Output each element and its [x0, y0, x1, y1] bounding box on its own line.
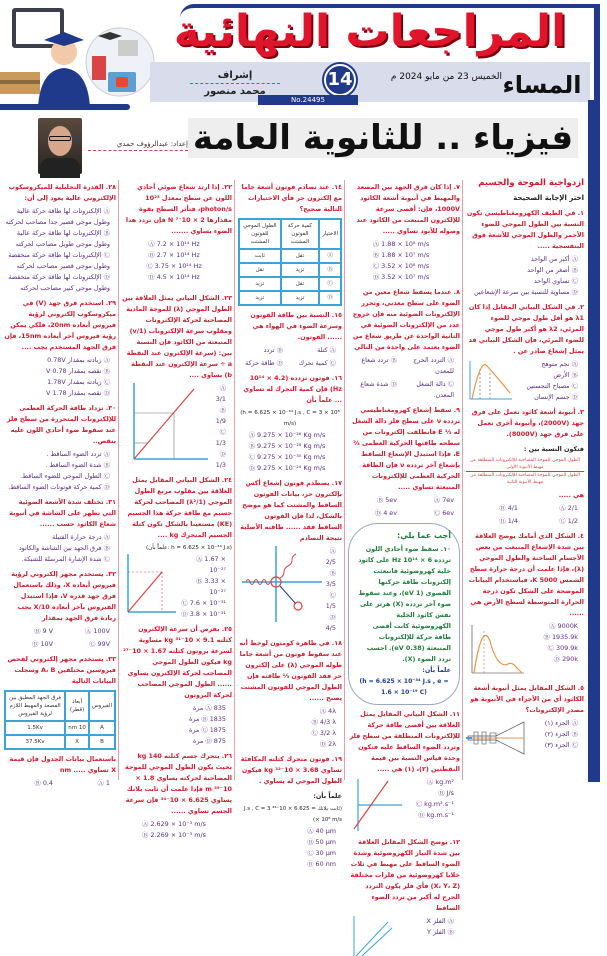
- question-29: ٢٩. استخدم فرق جهد (V) في ميكروسكوب إلكتروني لرؤية فيروس أبعاده 20nm، فلكي يمكن رؤية فيروس آخر أبعاده 15nm، فإن فرق الجهد المستخدم يجب ....: [4, 299, 116, 351]
- question-28: ٢٨. القدرة التحليلية للميكروسكوب الإلكتروني عالية يعود إلى أن:: [8, 183, 116, 202]
- option[interactable]: Ⓐ التردد الحرج للمعدن: [413, 356, 454, 375]
- column-divider: [234, 180, 235, 780]
- option[interactable]: Ⓓ جسم الإنسان: [534, 393, 578, 401]
- table-row[interactable]: [239, 263, 341, 277]
- table-header: فرق الجهد المطبق بين المصعد والمهبط اللازم لرؤية الفيروس: [5, 691, 65, 721]
- table-cell: تزيد: [239, 291, 281, 305]
- option[interactable]: Ⓒ 30 μm: [307, 849, 336, 857]
- option[interactable]: Ⓑ 9 V: [34, 627, 53, 635]
- option[interactable]: Ⓒ تساوي الواحد: [533, 277, 578, 285]
- option[interactable]: Ⓑ 50 μm: [307, 838, 336, 846]
- question-22: ٢٢. إذا ارتد شعاع ضوئي أحادي اللون عن سطح بمعدل 10²³ photon/s، فتأثر السطح بقوة مقدارها 2 × 10⁻⁷ N فإن تردد هذا الضوء يساوي .......: [125, 183, 232, 235]
- question-15: ١٥. النسبة بين طاقة الفوتون وسرعة الضوء في الهواء هي ...... الفوتون.: [250, 311, 342, 341]
- option[interactable]: Ⓐ أكبر من الواحد: [530, 255, 578, 263]
- question-1: ١. في الطيف الكهرومغناطيسي تكون النسبة بين الطول الموجي للضوء الأحمر والطول الموجي للأشعة فوق البنفسجية .....: [466, 209, 584, 250]
- option[interactable]: Ⓐ درجة حرارة الفتيلة: [52, 533, 110, 541]
- supervision-label: إشراف: [190, 70, 280, 84]
- option[interactable]: Ⓐ 7.2 × 10¹⁴ Hz: [148, 240, 200, 248]
- author-photo: [38, 118, 82, 174]
- newspaper-logo: المساء: [502, 71, 582, 99]
- issue-date: الخميس 23 من مايو 2024 م: [390, 72, 502, 82]
- option[interactable]: Ⓑ 1935.9k: [543, 633, 578, 641]
- table-row: [5, 735, 115, 749]
- constants: (h = 6.625 × 10⁻³⁴ J.s , e = 1.6 × 10⁻¹⁹ C): [359, 678, 449, 696]
- table-cell: ثابت: [239, 249, 281, 263]
- option[interactable]: Ⓐ الجزء (١): [544, 719, 578, 727]
- author-byline: إعداد: عبدالرؤوف حمدي: [88, 140, 188, 151]
- option[interactable]: Ⓒ 3.52 × 10⁸ m/s: [372, 262, 430, 270]
- option[interactable]: Ⓑ 1.88 × 10⁷ m/s: [372, 251, 430, 259]
- table-row[interactable]: [239, 249, 341, 263]
- question-33-tail: باستعمال بيانات الجدول فإن قيمة X تساوي ..... nm: [9, 755, 116, 774]
- page-number: 14: [324, 64, 356, 96]
- virus-data-table: [4, 690, 116, 750]
- instruction: اختر الإجابة الصحيحة: [513, 194, 584, 202]
- option[interactable]: Ⓓ نقصه بمقدار 1.78 V: [45, 389, 110, 397]
- table-cell: Ⓑ: [319, 263, 341, 277]
- question-16: ١٦. فوتون تردده (4.2 × 10¹⁴ Hz) فإن كمية التحرك له تساوي ... علماً بأن: [243, 374, 342, 404]
- crt-tube-figure: [466, 718, 528, 758]
- option[interactable]: Ⓓ شدة شعاع: [360, 380, 397, 388]
- option[interactable]: Ⓐ كتلة: [317, 346, 336, 354]
- table-header: الاختيار: [319, 219, 341, 249]
- table-cell: تزيد: [281, 263, 320, 277]
- table-cell: Ⓒ: [319, 277, 341, 291]
- option[interactable]: Ⓒ شدة الإشارة المرسلة للشبكة.: [21, 555, 110, 563]
- question-9: ٩. سقط إشعاع كهرومغناطيسي تردده ν على سطح فلز دالة الشغل له ⅓ E فانطلقت إلكترونات من سطحه طاقتها الحركية العظمى ⅔ E، فإذا استبدل الإشعاع الساقط بإشعاع آخر تردده ν فإن الطاقة الحركية العظمى للإلكترونات المنبعثة تساوي .....: [352, 406, 460, 491]
- compton-table: [238, 218, 342, 306]
- option[interactable]: Ⓐ 835 مرة: [193, 704, 226, 712]
- option[interactable]: Ⓐ الإلكترونات لها طاقة حركة عالية وطول موجي قصير جدا مصاحب لحركته: [5, 207, 110, 226]
- table-cell: Ⓓ: [319, 291, 341, 305]
- option[interactable]: Ⓑ 1/9: [215, 406, 226, 425]
- radiation-spectrum-figure: [466, 621, 526, 679]
- option[interactable]: Ⓐ 1: [97, 779, 110, 787]
- given-label: علماً بأن:: [422, 666, 451, 674]
- option[interactable]: Ⓒ 1875 مرة: [188, 726, 226, 734]
- column-divider: [344, 180, 345, 780]
- option[interactable]: Ⓑ فرق الجهد بين الشاشة والكاثود: [18, 544, 110, 552]
- option[interactable]: Ⓓ 10V: [32, 640, 53, 648]
- table-cell: B: [89, 735, 115, 749]
- option[interactable]: Ⓒ 1/3: [215, 428, 226, 447]
- article-header: [38, 118, 578, 174]
- option[interactable]: Ⓑ نقصه بمقدار 0.78 V: [45, 367, 110, 375]
- option[interactable]: Ⓑ تردد شعاع: [361, 356, 397, 364]
- option[interactable]: Ⓒ 3.75 × 10¹⁴ Hz: [146, 262, 202, 270]
- question-3-tail: هي .....: [558, 491, 584, 499]
- option[interactable]: Ⓒ kg.m².s⁻¹: [415, 800, 454, 808]
- option[interactable]: Ⓑ 2.7 × 10¹⁴ Hz: [148, 251, 200, 259]
- table-header: كمية حركة الفوتون المشتت: [281, 219, 320, 249]
- fraction-numerator: الطول الموجي للموجة المصاحبة للإلكترونات المنطلقة من مهبط الأنبوبة الأولى: [466, 457, 584, 472]
- option[interactable]: Ⓐ 7ev: [433, 496, 454, 504]
- table-cell: تزيد: [281, 291, 320, 305]
- option[interactable]: Ⓐ 2.629 × 10⁻³ m/s: [142, 820, 206, 828]
- option[interactable]: Ⓓ 4/5: [325, 613, 336, 632]
- essay-question-box: [348, 523, 460, 705]
- issue-number: No.24495: [258, 95, 358, 105]
- option[interactable]: Ⓑ تردد: [263, 346, 283, 354]
- option[interactable]: Ⓓ 4.5 × 10¹⁴ Hz: [148, 273, 200, 281]
- question-33: ٣٣. يستخدم مجهر إلكتروني لفحص فيروسين مختلفين A، B وسجلت البيانات التالية: [7, 655, 116, 685]
- given-label: علماً بأن:: [313, 792, 342, 800]
- option[interactable]: Ⓑ 4/1: [499, 504, 518, 512]
- supervisor-name: محمد منصور: [204, 86, 266, 97]
- table-row: [5, 721, 115, 735]
- option[interactable]: Ⓑ الجزء (٢): [544, 730, 578, 738]
- question-3: ٣. أنبوبة أشعة كاثود تعمل على فرق جهد (2000V)، وأنبوبة أخرى تعمل على فرق جهد (8000V).: [471, 408, 584, 438]
- question-25: ٢٥. بفرض أن سرعة الإلكترون كتلته 9.1 × 10⁻³¹ kg مساوية لسرعة بروتون كتلته 1.67 × 10⁻²⁷ kg فيكون الطول الموجي المصاحب لحركة الإلكترون يساوي ...... الطول الموجي المصاحب لحركة البروتون: [123, 625, 232, 699]
- question-32: ٣٢. يستخدم مجهر إلكتروني لرؤية فيروس أبعاده X، وذلك باستعمال فرق جهد قدره V، فإذا استبدل الفيروس بآخر أبعاده X/10 يجب زيادة فرق الجهد بمقدار: [11, 570, 116, 622]
- option[interactable]: Ⓑ الإلكترونات لها طاقة حركة عالية وطول موجي طويل مصاحب لحركته: [15, 229, 110, 248]
- option[interactable]: Ⓑ الأرض: [553, 371, 578, 379]
- question-3-sub: فتكون النسبة بين :: [523, 445, 584, 453]
- table-cell: X: [65, 735, 89, 749]
- education-illustration: [0, 0, 150, 108]
- option[interactable]: Ⓓ الإلكترونات لها طاقة حركة منخفضة وطول موجي كبير مصاحب لحركته: [8, 273, 110, 292]
- question-8: ٨. عندما يسقط شعاع معين من الضوء على سطح معدني، وتحرر الإلكترونات الضوئية منه فإن خروج عدد من الإلكترونات الضوئية في الثانية الواحدة عن طريق شعاع من الضوء يعتمد على واحدة من التالي: [352, 288, 460, 351]
- question-31: ٣١. تختلف شدة الأشعة الضوئية التي تظهر على الشاشة في أنبوبة شعاع الكاثود حسب ......: [9, 498, 116, 528]
- option[interactable]: Ⓓ 2λ: [319, 740, 336, 748]
- option[interactable]: Ⓒ 9.275 × 10⁻³⁰ Kg m/s: [248, 453, 326, 461]
- table-row[interactable]: [239, 291, 341, 305]
- option[interactable]: Ⓒ 1/2: [559, 517, 578, 525]
- constants: (h = 6.625 × 10⁻³⁴ J.s , C = 3 × 10⁸ m/s): [240, 410, 340, 427]
- option[interactable]: Ⓑ شدة الضوء الساقط .: [45, 461, 110, 469]
- essay-heading: أجب عما يلي:: [397, 531, 451, 540]
- option[interactable]: Ⓐ 9.275 × 10⁻²⁶ Kg m/s: [248, 431, 326, 439]
- option[interactable]: Ⓒ مصباح التجستين: [526, 382, 578, 390]
- question-19: ١٩. فوتون متحرك كتلته المكافئة تساوي 3.68 × 10⁻³² kg فيكون الطول الموجي له يساوي .: [240, 755, 342, 785]
- table-cell: تقل: [239, 263, 281, 277]
- option[interactable]: Ⓑ 1835 مرة: [188, 715, 226, 723]
- option[interactable]: Ⓐ تردد الضوء الساقط .: [46, 450, 110, 458]
- section-heading: ازدواجية الموجة والجسيم: [478, 178, 584, 188]
- option[interactable]: Ⓑ 3.33 × 10⁻²⁷: [195, 577, 226, 596]
- option[interactable]: Ⓓ 1/3: [215, 450, 226, 469]
- option[interactable]: Ⓒ 309.9k: [547, 644, 578, 652]
- question-7: ٧. إذا كان فرق الجهد بين المصعد والمهبط في أنبوبة أشعة الكاثود 1000V، فإن: أقصى سرعة للإلكترون المنبعث من الكاثود عند وصوله للأنود تساوي .....: [356, 183, 460, 235]
- question-23: ٢٣. الشكل البياني يمثل العلاقة بين الطول الموجي (λ) للموجة المادية المصاحبة لحركة الإلكترونات ومقلوب سرعة الإلكترونات (1/v) المنبعثة من الكاثود فإن النسبة بين: (سرعة الإلكترون عند النقطة a ÷ سرعة الإلكترون عند النقطة b) يساوي ....: [122, 294, 232, 379]
- option[interactable]: Ⓐ 4λ: [319, 707, 336, 715]
- option[interactable]: Ⓐ 2/5: [325, 547, 336, 566]
- option[interactable]: Ⓒ 99V: [89, 640, 110, 648]
- option[interactable]: Ⓐ 2/1: [559, 504, 578, 512]
- constants: (ثابت بلانك = 6.625 × 10⁻³⁴ J.s , C = 3 × 10⁸ m/s): [243, 806, 342, 823]
- table-cell: 37.5Kv: [5, 735, 65, 749]
- table-cell: تقل: [281, 249, 320, 263]
- option[interactable]: Ⓓ كمية حركة فوتونات الضوء الساقط.: [8, 483, 110, 491]
- option[interactable]: Ⓓ مساوية للنسبة بين سرعة الإشعاعين: [473, 288, 578, 296]
- table-cell: 10 nm: [65, 721, 89, 735]
- question-5: ٥. الشكل المقابل يمثل أنبوبة أشعة الكاثود أي من الأجزاء في الأنبوبة هو مصدر الإلكترونات؟: [470, 684, 584, 714]
- fraction-denominator: الطول الموجي للموجة المصاحبة للإلكترونات المنطلقة من مهبط الأنبوبة الثانية: [470, 473, 580, 485]
- constants: (علماً بأن: h = 6.625 × 10⁻³⁴ J.s): [145, 545, 232, 551]
- question-11: ١١. الشكل البياني المقابل يمثل العلاقة بين أقصى طاقة حركة للإلكترونات المنطلقة من سطح فلز وتردد الضوء الساقط عليه فتكون وحدة قياس النسبة بين قيمة النقطتين (٢)، (١) هي .....: [349, 710, 460, 773]
- option[interactable]: Ⓒ 1/5: [325, 591, 336, 610]
- table-header: الطول الموجي للفوتون المشتت: [239, 219, 281, 249]
- column-2: [348, 178, 460, 936]
- option[interactable]: Ⓑ الفلز Y: [427, 928, 454, 936]
- option[interactable]: Ⓑ 4/3 λ: [311, 718, 336, 726]
- option[interactable]: Ⓑ 2.269 × 10⁻³ m/s: [142, 831, 206, 839]
- option[interactable]: Ⓐ زيادته بمقدار 0.78V: [47, 356, 110, 364]
- column-divider: [118, 180, 119, 780]
- option[interactable]: Ⓒ الطول الموجي للضوء الساقط.: [20, 472, 110, 480]
- question-30: ٣٠. تزداد طاقة الحركة العظمى للإلكترونات المتحررة من سطح فلز عند سقوط ضوء أحادي اللون عليه بنقص..: [6, 404, 116, 445]
- option[interactable]: Ⓑ 0.4: [34, 779, 53, 787]
- question-2: ٢. في الشكل البياني المقابل إذا كان λ1 هو أقل طول موجي للضوء المرئي، λ2 هو أكبر طول موجي للضوء المرئي، فإن الشكل البياني قد يمثل إشعاع صادر عن .: [468, 303, 584, 355]
- option[interactable]: Ⓐ نجم متوهج: [541, 360, 578, 368]
- option[interactable]: Ⓑ أصغر من الواحد: [527, 266, 578, 274]
- option[interactable]: Ⓐ 9000K: [549, 622, 578, 630]
- table-cell: تزيد: [239, 277, 281, 291]
- option[interactable]: Ⓒ دالة الشغل المعدن.: [416, 380, 454, 399]
- page-edge-stripe: [588, 100, 600, 782]
- option[interactable]: Ⓒ الجزء (٣): [544, 741, 578, 749]
- table-row[interactable]: [239, 277, 341, 291]
- column-1: [466, 178, 584, 782]
- question-17: ١٧. يصطدم فوتون إشعاع أكس بإلكترون حر، بيانات الفوتون الساقط والمشتت كما هو موضح بالشكل، لذا فإن الفوتون الساقط فقد ...... طاقته الأصلية نتيجة التصادم: [240, 479, 342, 542]
- supervision-block: [190, 70, 280, 97]
- option[interactable]: Ⓒ 7.6 × 10⁻³¹: [181, 599, 226, 607]
- option[interactable]: Ⓐ 1.67 × 10⁻²⁷: [195, 555, 226, 574]
- option[interactable]: Ⓒ 6ev: [433, 509, 454, 517]
- column-divider: [462, 180, 463, 780]
- option[interactable]: Ⓐ 3/1: [215, 384, 226, 403]
- question-24: ٢٤. الشكل البياني المقابل يمثل العلاقة بين مقلوب مربع الطول الموجي (1/λ²) المصاحب لحركة جسيم مع طاقة حركة هذا الجسيم (KE) مستعينا بالشكل تكون كتلة الجسيم المتحرك kg ....: [127, 476, 232, 539]
- table-cell: Ⓐ: [319, 249, 341, 263]
- table-cell: 1.5Kv: [5, 721, 65, 735]
- table-cell: تقل: [281, 277, 320, 291]
- option[interactable]: Ⓐ kg.m²: [427, 778, 454, 786]
- question-18: ١٨. في ظاهرة كومتون لوحظ أنه عند سقوط فوتون من أشعة جاما طوله الموجي (λ) على إلكترون حر فقد الفوتون ⅓ طاقته فإن الطول الموجي للفوتون المشتت يصبح ......: [239, 639, 342, 702]
- option[interactable]: Ⓓ 60 nm: [307, 860, 336, 868]
- option[interactable]: Ⓑ 5ev: [376, 496, 397, 504]
- option[interactable]: Ⓐ 40 μm: [307, 827, 336, 835]
- table-header: أبعاد (قطر): [65, 691, 89, 721]
- option[interactable]: Ⓓ 4 ev: [374, 509, 397, 517]
- wavelength-inverse-velocity-graph: [128, 383, 210, 463]
- question-12: ١٢. يوضح الشكل المقابل العلاقة بين شدة التيار الكهروضوئية وشدة الضوء الساقط على مهبط في ثلاث خلايا كهروضوئية من فلزات مختلفة (X، Y، Z) فأي فلز يكون التردد الحرج له أكبر من تردد الضوء الساقط: [350, 838, 460, 912]
- option[interactable]: Ⓒ زيادته بمقدار 1.78V: [47, 378, 110, 386]
- column-3: [238, 178, 342, 868]
- option[interactable]: Ⓑ J/s: [438, 789, 454, 797]
- photocurrent-graph: [348, 916, 404, 956]
- question-14: ١٤. عند تصادم فوتون أشعة جاما مع إلكترون حر فأي الاختيارات التالية صحيح؟: [241, 183, 342, 213]
- option[interactable]: Ⓐ الفلز X: [426, 917, 454, 925]
- question-26: ٢٦. يتحرك جسم كتلته 140 kg بحيث يكون الطول الموجي للموجة المصاحبة لحركته يساوي 1.8 × 10⁻³⁹ m فإذا علمت أن ثابت بلانك يساوي 6.625 × 10⁻³⁴ فإن سرعة الجسم تساوي ......: [125, 752, 232, 815]
- ke-frequency-graph: [348, 777, 404, 833]
- option[interactable]: Ⓑ 9.275 × 10⁻²⁸ Kg m/s: [248, 442, 326, 450]
- option[interactable]: Ⓐ 1.88 × 10⁸ m/s: [372, 240, 430, 248]
- inverse-square-wavelength-graph: [122, 554, 178, 616]
- option[interactable]: Ⓓ 875 مرة: [193, 737, 226, 745]
- table-header: الفيروس: [89, 691, 115, 721]
- option[interactable]: Ⓓ 290k: [553, 655, 578, 663]
- supplement-title: المراجعات النهائية: [173, 6, 567, 57]
- option[interactable]: Ⓐ 100V: [85, 627, 110, 635]
- option[interactable]: Ⓓ طاقة حركة: [245, 359, 283, 367]
- table-cell: A: [89, 721, 115, 735]
- option[interactable]: Ⓒ 3/2 λ: [311, 729, 336, 737]
- question-4: ٤. الشكل الذي أمامك يوضح العلاقة بين شدة الإشعاع المنبعث من بعض الأجسام الساخنة والطول الموجي (λ)، فإذا علمت أن درجة حرارة سطح الشمس 5000 K، فباستخدام البيانات الموضحة على الشكل تكون درجة الحرارة المتوسطة لسطح الأرض هي ......: [468, 532, 584, 617]
- column-4: [122, 178, 232, 839]
- article-title: فيزياء .. للثانوية العامة: [188, 118, 578, 158]
- column-5: [4, 178, 116, 787]
- option[interactable]: Ⓓ 3.52 × 10⁷ m/s: [372, 273, 430, 281]
- option[interactable]: Ⓓ 9.275 × 10⁻²⁴ Kg m/s: [248, 464, 326, 472]
- option[interactable]: Ⓑ 3/5: [325, 569, 336, 588]
- header-accent-bar: [0, 104, 130, 110]
- compton-scattering-figure: [242, 546, 322, 622]
- option[interactable]: Ⓓ 1/4: [499, 517, 518, 525]
- option[interactable]: Ⓓ kg.m.s⁻¹: [418, 811, 454, 819]
- question-10: ١٠. سقط ضوء أحادي اللون تردده 6 × 10¹⁴ Hz على كاثود خلية كهروضوئية فانبعثت إلكترونات طاقة حركتها القصوى (1 eV)، وعند سقوط ضوء آخر تردده (X) هرتز على نفس كاثود الخلية الكهروضوئية كانت أقصى طاقة حركة للإلكترونات المنبعثة (0.38 eV). احسب تردد الضوء (X).: [358, 545, 451, 663]
- option[interactable]: Ⓓ 3.8 × 10⁻³¹: [181, 610, 226, 618]
- blackbody-curve-figure: [466, 359, 514, 403]
- masthead: [0, 0, 607, 108]
- option[interactable]: Ⓒ كمية تحرك: [298, 359, 336, 367]
- option[interactable]: Ⓒ الإلكترونات لها طاقة حركة منخفضة وطول موجي قصير مصاحب لحركته: [8, 251, 110, 270]
